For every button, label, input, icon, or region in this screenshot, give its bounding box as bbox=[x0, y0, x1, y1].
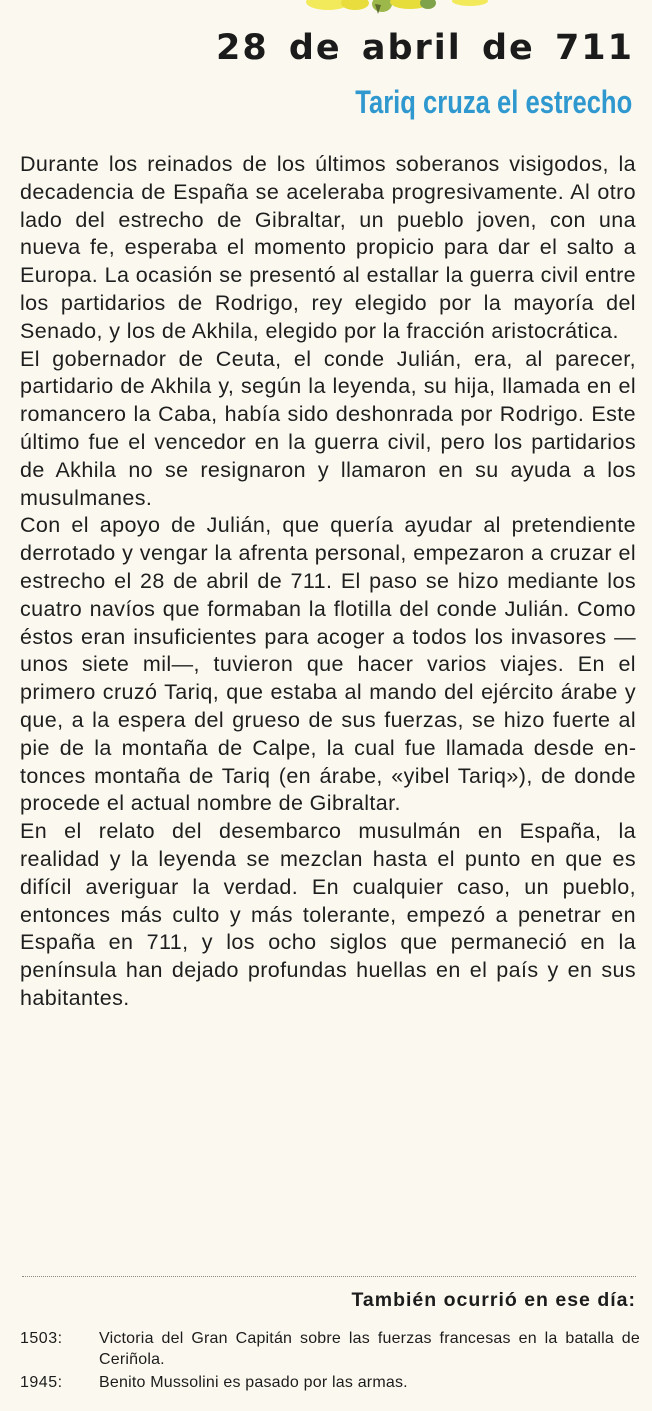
section-divider bbox=[22, 1276, 636, 1277]
article-paragraph: Durante los reinados de los últimos soberanos visigodos, la decadencia de España se aceleraba progresivamente. Al otro lado del estrecho de Gibraltar, un pueblo joven, con una nueva fe, esperaba el momento propicio para dar el salto a Europa. La ocasión se presentó al estallar la guerra civil entre los partidarios de Rodrigo, rey elegido por la mayoría del Senado, y los de Akhila, elegido por la fracción aristocrática. bbox=[20, 152, 636, 343]
also-happened-list bbox=[20, 1328, 640, 1395]
also-happened-heading: También ocurrió en ese día: bbox=[351, 1289, 636, 1311]
page-date-heading: 28 de abril de 711 bbox=[215, 28, 634, 68]
article-subtitle: Tariq cruza el estrecho bbox=[355, 84, 632, 120]
article-body bbox=[20, 151, 636, 1013]
event-year: 1503: bbox=[20, 1330, 63, 1347]
article-paragraph: El gobernador de Ceuta, el conde Julián, era, al parecer, partidario de Akhila y, según la leyenda, su hija, llamada en el romancero la Caba, había sido deshonrada por Rodrigo. Este último fue el vencedor en la guerra civil, pero los partidarios de Akhila no se resignaron y llamaron en su ayuda a los musulmanes. bbox=[20, 346, 636, 510]
event-text: Benito Mussolini es pasado por las armas. bbox=[99, 1374, 408, 1391]
event-text: Victoria del Gran Capitán sobre las fuerzas francesas en la batalla de Ceriñola. bbox=[99, 1330, 640, 1368]
event-item bbox=[20, 1328, 640, 1370]
event-year: 1945: bbox=[20, 1374, 63, 1391]
top-decorative-illustration bbox=[300, 0, 500, 16]
event-item bbox=[20, 1372, 640, 1393]
article-paragraph: En el relato del desembarco musulmán en España, la realidad y la leyenda se mezclan hasta el punto en que es difícil averiguar la verdad. En cualquier caso, un pueblo, entonces más culto y más tolerante, empezó a penetrar en España en 711, y los ocho siglos que permaneció en la península han dejado profundas huellas en el país y en sus habitantes. bbox=[20, 819, 636, 1010]
article-paragraph: Con el apoyo de Julián, que quería ayudar al pretendiente derrotado y vengar la afrenta personal, empezaron a cruzar el estrecho el 28 de abril de 711. El paso se hizo mediante los cuatro navíos que formaban la flotilla del conde Julián. Como éstos eran insuficientes para acoger a todos los invasores —unos siete mil—, tuvieron que hacer varios viajes. En el primero cruzó Tariq, que estaba al mando del ejército árabe y que, a la espera del grueso de sus fuerzas, se hizo fuerte al pie de la montaña de Calpe, la cual fue llamada desde entonces montaña de Tariq (en árabe, «yibel Tariq»), de donde procede el actual nombre de Gibraltar. bbox=[20, 513, 636, 816]
